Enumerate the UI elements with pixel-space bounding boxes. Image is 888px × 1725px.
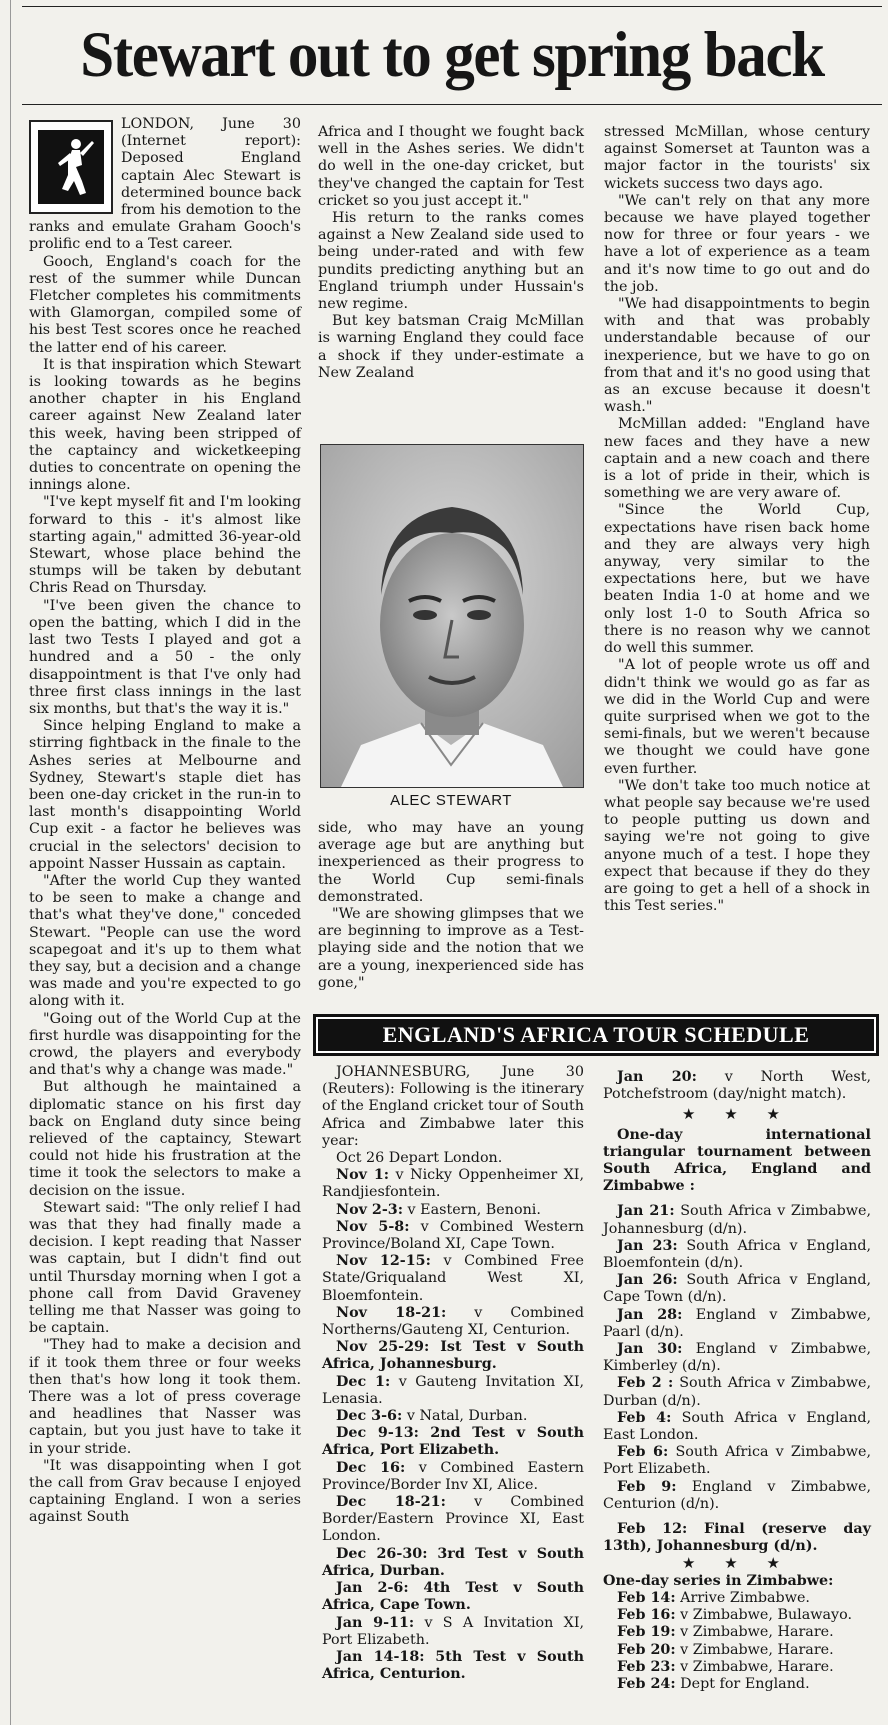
schedule-list-3: [603, 1590, 871, 1693]
entry-text: Arrive Zimbabwe.: [680, 1589, 810, 1606]
paragraph: "We had disappointments to begin with and that was probably understandable because of our inexperience, but we have to go on from that and it's no good using that as an excuse because it doesn't wash.": [604, 296, 870, 416]
paragraph: His return to the ranks comes against a New Zealand side used to being under-rated and with few pundits predicting anything but an England triumph under Hussain's new regime.: [318, 210, 584, 313]
entry-text: South Africa v England, Cape Town (d/n).: [603, 1272, 872, 1306]
entry-date: Jan 14-18:: [336, 1648, 425, 1665]
schedule-entry: [322, 1494, 584, 1546]
entry-date: Dec 1:: [336, 1373, 391, 1390]
schedule-entry: [603, 1624, 871, 1641]
entry-date: Dec 26-30:: [336, 1545, 428, 1562]
schedule-entry: [603, 1607, 871, 1624]
article-column-2: [318, 124, 584, 382]
schedule-entry: [603, 1590, 871, 1607]
photo-alec-stewart: [320, 444, 584, 788]
schedule-entry: [603, 1238, 871, 1272]
schedule-entry: [603, 1642, 871, 1659]
entry-date: Dec 16:: [336, 1459, 406, 1476]
entry-date: Jan 9-11:: [336, 1614, 415, 1631]
entry-text: v Combined Western Province/Boland XI, Cape Town.: [322, 1218, 584, 1253]
paragraph: Since helping England to make a stirring fightback in the finale to the Ashes series at Melbourne and Sydney, Stewart's staple diet has been one-day cricket in the run-in to last month's disappointing World Cup exit - a factor he believes was crucial in the selectors' decision to appoint Nasser Hussain as captain.: [29, 718, 301, 872]
schedule-entry: [322, 1580, 584, 1614]
schedule-entry: [322, 1219, 584, 1253]
headline-rule: [22, 104, 882, 105]
schedule-entry: [603, 1203, 871, 1237]
zimbabwe-heading: One-day series in Zimbabwe:: [603, 1572, 834, 1589]
entry-date: Feb 2 :: [617, 1375, 674, 1392]
entry-text: v Zimbabwe, Harare.: [680, 1658, 834, 1675]
entry-date: Feb 20:: [617, 1641, 676, 1658]
entry-date: Feb 6:: [617, 1444, 669, 1461]
paragraph: Africa and I thought we fought back well in the Ashes series. We didn't do well in the one-day cricket, but they've changed the captain for Test cricket so you just accept it.": [318, 124, 584, 209]
entry-date: Nov 2-3:: [336, 1201, 403, 1218]
final-entry: Feb 12: Final (reserve day 13th), Johannesburg (d/n).: [603, 1521, 871, 1555]
schedule-entry: [603, 1375, 871, 1409]
entry-text: v Combined Northerns/Gauteng XI, Centurion.: [322, 1304, 584, 1339]
schedule-entry: [322, 1374, 584, 1408]
schedule-entry: [322, 1649, 584, 1683]
schedule-entry: [603, 1444, 871, 1478]
paragraph: "We are showing glimpses that we are beginning to improve as a Test-playing side and the notion that we are a young, inexperienced side has gone,": [318, 906, 584, 991]
entry-text: South Africa v England, Bloemfontein (d/n).: [603, 1237, 872, 1272]
paragraph: "They had to make a decision and if it took them three or four weeks then that's how long it took them. There was a lot of press coverage and headlines that Nasser was captain, but you just have to take it in your stride.: [29, 1337, 301, 1457]
left-edge-rule: [10, 0, 11, 1725]
entry-text: 5th Test v South Africa, Centurion.: [322, 1648, 584, 1683]
entry-date: Jan 28:: [617, 1306, 683, 1323]
photo-caption: ALEC STEWART: [390, 792, 512, 809]
schedule-entry: [603, 1479, 871, 1513]
paragraph: "I've been given the chance to open the batting, which I did in the last two Tests I played and got a hundred and a 50 - the only disappointment is that I've only had three first class innings in the last six months, but that's the way it is.": [29, 597, 301, 717]
paragraph: Stewart said: "The only relief I had was that they had finally made a decision. I kept reading that Nasser was captain, but I didn't find out until Thursday morning when I got a phone call from David Graveney telling me that Nasser was going to be captain.: [29, 1199, 301, 1337]
entry-date: Feb 4:: [617, 1409, 672, 1426]
schedule-entry: [322, 1339, 584, 1373]
schedule-entry: [322, 1305, 584, 1339]
entry-date: Jan 20:: [617, 1069, 697, 1085]
paragraph: But key batsman Craig McMillan is warning England they could face a shock if they under-estimate a New Zealand: [318, 313, 584, 381]
entry-date: Dec 18-21:: [336, 1494, 446, 1511]
entry-date: Feb 16:: [617, 1607, 676, 1624]
entry-text: England v Zimbabwe, Paarl (d/n).: [603, 1306, 871, 1340]
schedule-entry: [322, 1167, 584, 1201]
paragraph: McMillan added: "England have new faces and they have a new captain and a new coach and there is a lot of pride in their, which is something we are very aware of.: [604, 416, 870, 502]
entry-text: 3rd Test v South Africa, Durban.: [322, 1545, 585, 1579]
paragraph: But although he maintained a diplomatic stance on his first day back on England duty since being relieved of the captaincy, Stewart could not hide his frustration at the time it took the selectors to make a decision on the issue.: [29, 1079, 301, 1199]
star-icon: ★ ★ ★: [682, 1105, 792, 1124]
schedule-entry: [322, 1202, 584, 1219]
entry-text: v Combined Border/Eastern Province XI, East London.: [322, 1494, 584, 1545]
entry-text: v Eastern, Benoni.: [407, 1201, 541, 1218]
paragraph: Gooch, England's coach for the rest of the summer while Duncan Fletcher completes his commitments with Glamorgan, compiled some of his best Test scores once he reached the latter end of his career.: [29, 253, 301, 356]
paragraph: "Going out of the World Cup at the first hurdle was disappointing for the crowd, the players and everybody and that's why a change was made.": [29, 1010, 301, 1079]
entry-date: Feb 23:: [617, 1658, 676, 1675]
entry-text: v North West, Potchefstroom (day/night match).: [603, 1069, 871, 1103]
schedule-entry: [322, 1408, 584, 1425]
entry-date: Jan 2-6:: [336, 1580, 409, 1597]
schedule-entry: [603, 1676, 871, 1693]
schedule-entry: [603, 1307, 871, 1341]
entry-text: v Zimbabwe, Bulawayo.: [680, 1607, 853, 1624]
schedule-banner: ENGLAND'S AFRICA TOUR SCHEDULE: [313, 1014, 879, 1056]
cricket-batsman-icon: [29, 120, 113, 214]
entry-date: Feb 14:: [617, 1589, 676, 1606]
entry-text: South Africa v England, East London.: [603, 1409, 872, 1444]
entry-date: Dec 3-6:: [336, 1408, 403, 1425]
paragraph: "It was disappointing when I got the call from Grav because I enjoyed captaining England. I won a series against South: [29, 1457, 301, 1526]
article-column-2-continued: [318, 820, 584, 992]
entry-text: England v Zimbabwe, Kimberley (d/n).: [603, 1341, 871, 1375]
entry-text: Dept for England.: [680, 1675, 810, 1692]
paragraph: "We can't rely on that any more because we have played together now for three or four years - we have a lot of experience as a team and it's now time to go out and do the job.: [604, 192, 870, 295]
paragraph: "Since the World Cup, expectations have risen back home and they are always very high anyway, very similar to the expectations here, but we have beaten India 1-0 at home and we only lost 1-0 to South Africa so there is no reason why we cannot do well this summer.: [604, 502, 870, 657]
entry-date: Jan 30:: [617, 1341, 683, 1358]
entry-date: Jan 21:: [617, 1203, 675, 1220]
entry-date: Feb 24:: [617, 1675, 676, 1692]
entry-text: South Africa v Zimbabwe, Durban (d/n).: [603, 1375, 871, 1409]
paragraph: It is that inspiration which Stewart is looking towards as he begins another chapter in his England career against New Zealand later this week, having been stripped of the captaincy and wicketkeeping duties to concentrate on opening the innings alone.: [29, 356, 301, 494]
entry-date: Nov 5-8:: [336, 1218, 410, 1235]
article-column-3: [604, 124, 870, 915]
entry-text: v Nicky Oppenheimer XI, Randjiesfontein.: [322, 1167, 585, 1201]
entry-date: Nov 18-21:: [336, 1304, 447, 1321]
entry-date: Jan 23:: [617, 1237, 678, 1254]
top-rule: [22, 6, 882, 7]
schedule-entry: [322, 1150, 584, 1167]
entry-text: v Zimbabwe, Harare.: [680, 1624, 834, 1641]
entry-text: v Combined Eastern Province/Border Inv XI, Alice.: [322, 1459, 584, 1493]
entry-date: Jan 26:: [617, 1272, 678, 1289]
article-column-1: [29, 116, 301, 1527]
entry-text: Ist Test v South Africa, Johannesburg.: [322, 1339, 584, 1373]
paragraph: LONDON, June 30 (Internet report): Deposed England captain Alec Stewart is determined bounce back from his demotion to the ranks and emulate Graham Gooch's prolific end to a Test career.: [29, 116, 301, 253]
entry-text: v Natal, Durban.: [406, 1408, 528, 1425]
entry-date: Nov 12-15:: [336, 1253, 431, 1270]
schedule-entry: [603, 1341, 871, 1375]
schedule-entry: [603, 1069, 871, 1103]
paragraph: "After the world Cup they wanted to be seen to make a change and that's what they've done," conceded Stewart. "People can use the word scapegoat and it's up to them what they say, but a decision and a change was made and you're expected to go along with it.: [29, 872, 301, 1010]
entry-text: Oct 26 Depart London.: [336, 1150, 503, 1167]
entry-text: South Africa v Zimbabwe, Port Elizabeth.: [603, 1444, 872, 1478]
paragraph: "I've kept myself fit and I'm looking forward to this - it's almost like starting again," admitted 36-year-old Stewart, whose place behind the stumps will be taken by debutant Chris Read on Thursday.: [29, 494, 301, 597]
entry-text: 2nd Test v South Africa, Port Elizabeth.: [322, 1425, 585, 1459]
schedule-entry: [603, 1659, 871, 1676]
schedule-entry: [603, 1410, 871, 1444]
schedule-entry: [322, 1615, 584, 1649]
schedule-list-2: [603, 1203, 871, 1513]
star-icon: ★ ★ ★: [682, 1554, 792, 1573]
paragraph: "We don't take too much notice at what people say because we're used to people putting us down and saying we're not going to give anyone much of a test. I hope they expect that because if they do they are going to get a hell of a shock in this Test series.": [604, 777, 870, 915]
oneday-heading: One-day international triangular tournament between South Africa, England and Zimbabwe :: [603, 1126, 871, 1195]
paragraph: stressed McMillan, whose century against Somerset at Taunton was a major factor in the tourists' six wickets success two days ago.: [604, 124, 870, 192]
entry-text: England v Zimbabwe, Centurion (d/n).: [603, 1478, 871, 1512]
entry-text: 4th Test v South Africa, Cape Town.: [322, 1580, 585, 1614]
entry-text: v Combined Free State/Griqualand West XI, Bloemfontein.: [322, 1253, 584, 1304]
schedule-intro: JOHANNESBURG, June 30 (Reuters): Following is the itinerary of the England cricket tour of South Africa and Zimbabwe later this year:: [322, 1064, 584, 1149]
entry-text: v S A Invitation XI, Port Elizabeth.: [322, 1614, 585, 1648]
entry-date: Nov 1:: [336, 1167, 390, 1184]
paragraph: side, who may have an young average age but are anything but inexperienced as their progress to the World Cup semi-finals demonstrated.: [318, 820, 584, 905]
schedule-list-1: [322, 1150, 584, 1683]
schedule-column-2: [603, 1069, 871, 1693]
schedule-entry: [603, 1272, 871, 1306]
paragraph: "A lot of people wrote us off and didn't think we would go as far as we did in the World Cup and were quite surprised when we got to the semi-finals, but we weren't because we thought we could have gone even further.: [604, 657, 870, 777]
schedule-entry: [322, 1546, 584, 1580]
entry-date: Feb 9:: [617, 1478, 677, 1495]
schedule-entry: [322, 1253, 584, 1305]
entry-date: Nov 25-29:: [336, 1339, 430, 1356]
entry-date: Dec 9-13:: [336, 1425, 419, 1442]
entry-text: v Zimbabwe, Harare.: [680, 1641, 834, 1658]
headline: Stewart out to get spring back: [80, 19, 824, 91]
schedule-column-1: [322, 1064, 584, 1683]
schedule-entry: [322, 1460, 584, 1494]
entry-text: v Gauteng Invitation XI, Lenasia.: [322, 1373, 585, 1407]
entry-text: South Africa v Zimbabwe, Johannesburg (d/n).: [603, 1203, 871, 1237]
schedule-entry: [322, 1425, 584, 1459]
entry-date: Feb 19:: [617, 1624, 676, 1641]
